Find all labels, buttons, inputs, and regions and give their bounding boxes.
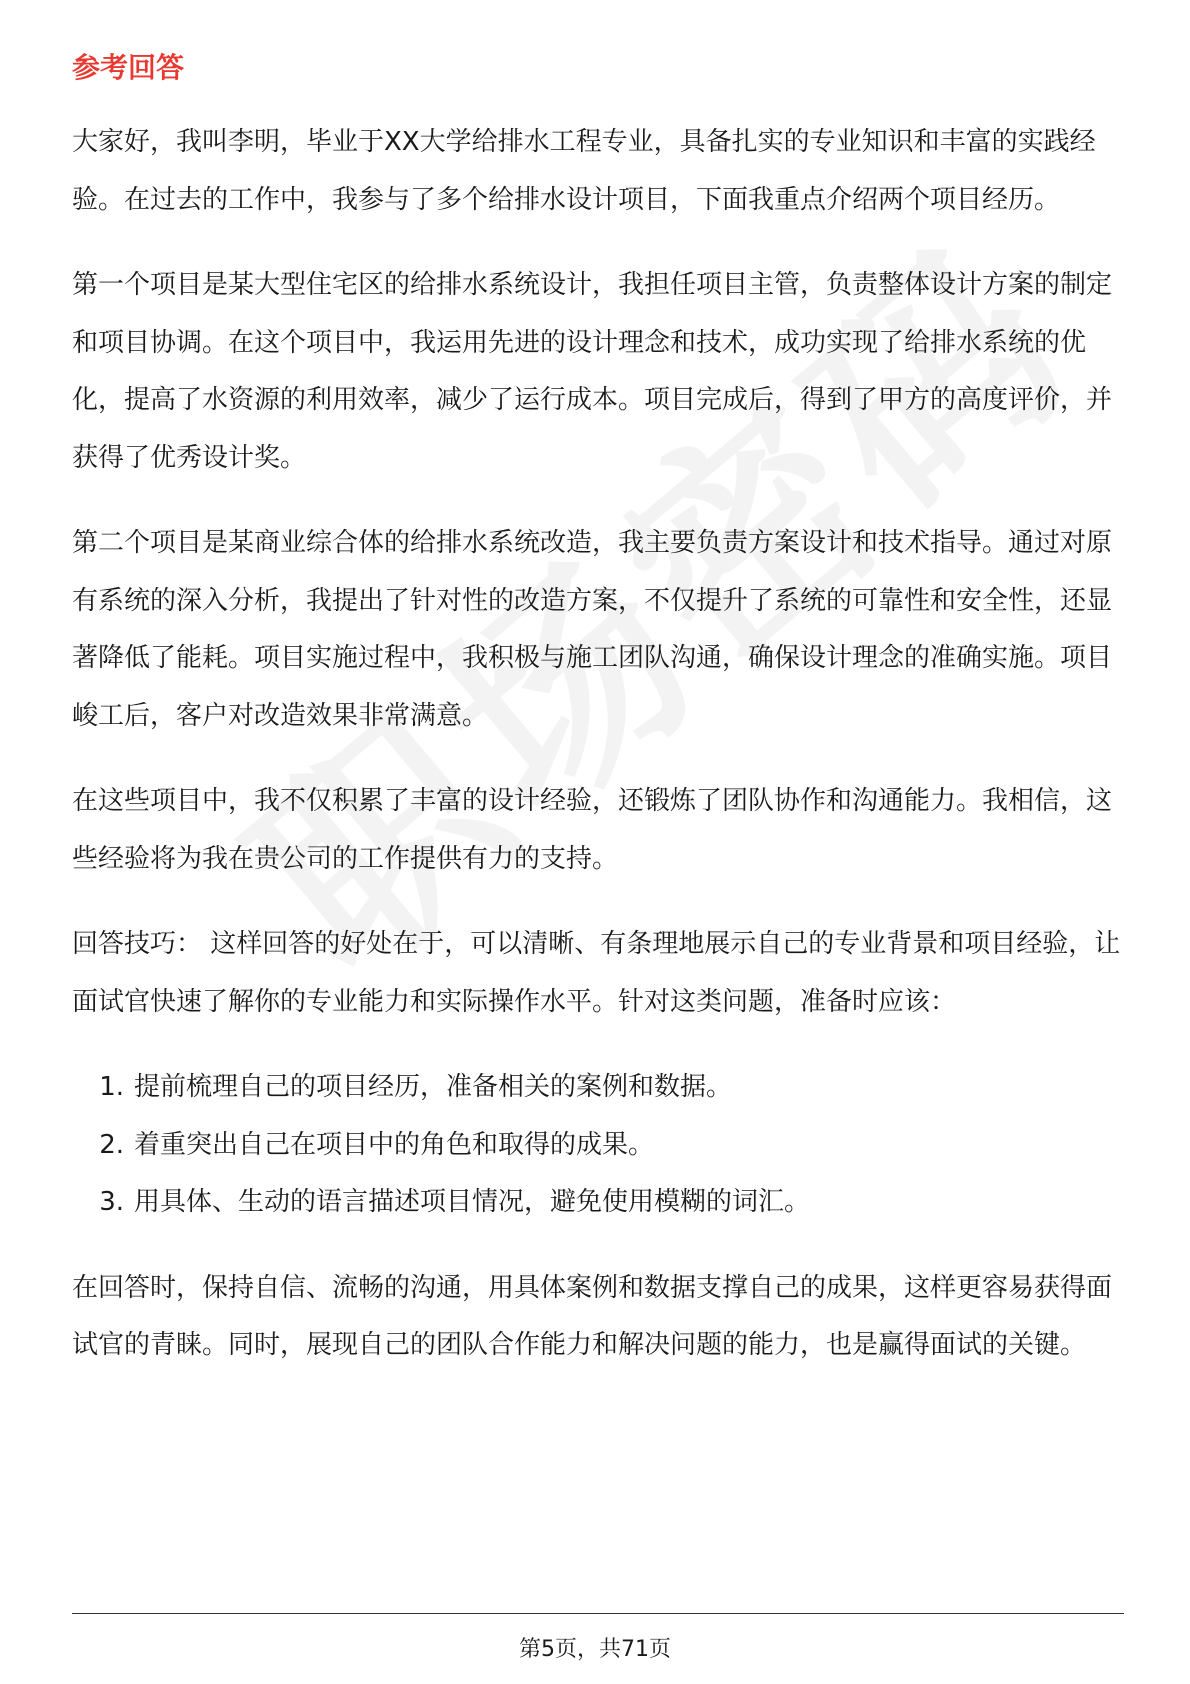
list-text: 着重突出自己在项目中的角色和取得的成果。 <box>134 1129 655 1160</box>
section-title: 参考回答 <box>72 51 185 84</box>
list-item <box>72 1174 1126 1232</box>
paragraph-intro: 大家好，我叫李明，毕业于XX大学给排水工程专业，具备扎实的专业知识和丰富的实践经验。在过去的工作中，我参与了多个给排水设计项目，下面我重点介绍两个项目经历。 <box>72 127 1096 215</box>
list-number: 1. <box>99 1072 124 1102</box>
footer-divider <box>72 1613 1124 1614</box>
page-number: 第5页，共71页 <box>519 1637 671 1662</box>
list-number: 3. <box>99 1187 124 1217</box>
tips-list <box>72 1059 1126 1232</box>
paragraph-tips-intro: 回答技巧： 这样回答的好处在于，可以清晰、有条理地展示自己的专业背景和项目经验，让面试官快速了解你的专业能力和实际操作水平。针对这类问题，准备时应该： <box>72 929 1121 1017</box>
paragraph-project-2: 第二个项目是某商业综合体的给排水系统改造，我主要负责方案设计和技术指导。通过对原有系统的深入分析，我提出了针对性的改造方案，不仅提升了系统的可靠性和安全性，还显著降低了能耗。项目实施过程中，我积极与施工团队沟通，确保设计理念的准确实施。项目峻工后，客户对改造效果非常满意。 <box>72 528 1113 731</box>
list-text: 用具体、生动的语言描述项目情况，避免使用模糊的词汇。 <box>134 1187 811 1217</box>
paragraph-summary: 在这些项目中，我不仅积累了丰富的设计经验，还锻炼了团队协作和沟通能力。我相信，这些经验将为我在贵公司的工作提供有力的支持。 <box>72 786 1113 874</box>
list-item <box>72 1059 1126 1117</box>
paragraph-project-1: 第一个项目是某大型住宅区的给排水系统设计，我担任项目主管，负责整体设计方案的制定和项目协调。在这个项目中，我运用先进的设计理念和技术，成功实现了给排水系统的优化，提高了水资源的利用效率，减少了运行成本。项目完成后，得到了甲方的高度评价，并获得了优秀设计奖。 <box>72 270 1113 473</box>
answer-body <box>72 114 1126 1403</box>
list-number: 2. <box>99 1129 124 1160</box>
paragraph-closing: 在回答时，保持自信、流畅的沟通，用具体案例和数据支撑自己的成果，这样更容易获得面试官的青睐。同时，展现自己的团队合作能力和解决问题的能力，也是赢得面试的关键。 <box>72 1272 1113 1360</box>
list-item <box>72 1117 1126 1175</box>
list-text: 提前梳理自己的项目经历，准备相关的案例和数据。 <box>134 1072 733 1102</box>
